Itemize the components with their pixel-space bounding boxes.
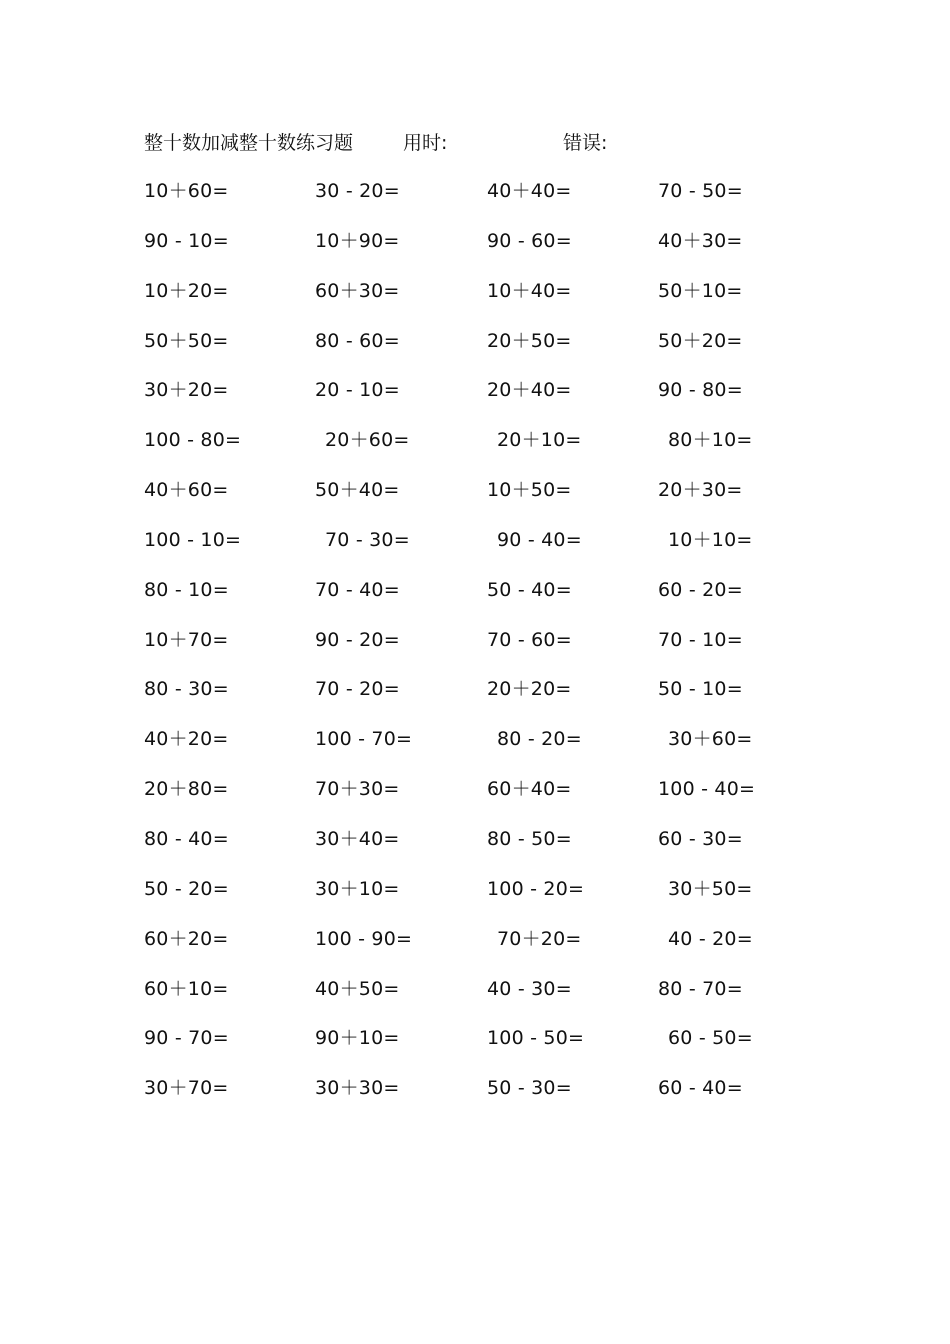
problem-item: 80 - 60=	[315, 329, 400, 352]
problem-item: 100 - 50=	[487, 1027, 585, 1050]
error-count-label: 错误:	[563, 132, 608, 154]
problem-item: 50＋20=	[658, 329, 743, 352]
problem-item: 60＋20=	[144, 927, 229, 950]
problem-item: 100 - 70=	[315, 728, 413, 751]
problem-item: 80 - 70=	[658, 977, 743, 1000]
problem-item: 90 - 20=	[315, 628, 400, 651]
problem-item: 60＋30=	[315, 279, 400, 302]
problem-row	[0, 524, 950, 574]
problem-item: 80 - 10=	[144, 578, 229, 601]
problem-item: 40 - 20=	[668, 927, 753, 950]
problem-item: 70 - 10=	[658, 628, 743, 651]
problem-row	[0, 275, 950, 325]
problem-item: 30＋70=	[144, 1077, 229, 1100]
problem-item: 10＋40=	[487, 279, 572, 302]
problem-item: 70＋30=	[315, 778, 400, 801]
problem-item: 40＋40=	[487, 180, 572, 202]
problem-row	[0, 624, 950, 674]
problem-item: 20＋10=	[497, 429, 582, 452]
problem-row	[0, 574, 950, 624]
problem-item: 10＋60=	[144, 180, 229, 202]
problem-item: 20＋20=	[487, 678, 572, 701]
problem-item: 80＋10=	[668, 429, 753, 452]
problem-item: 100 - 80=	[144, 429, 242, 452]
problem-item: 10＋10=	[668, 528, 753, 551]
problem-item: 70＋20=	[497, 927, 582, 950]
problem-item: 50＋40=	[315, 479, 400, 502]
problem-row	[0, 673, 950, 723]
problem-item: 30＋30=	[315, 1077, 400, 1100]
problem-item: 90＋10=	[315, 1027, 400, 1050]
problem-item: 70 - 30=	[325, 528, 410, 551]
problem-item: 20＋30=	[658, 479, 743, 502]
problem-item: 40 - 30=	[487, 977, 572, 1000]
problem-item: 60 - 30=	[658, 827, 743, 850]
problem-item: 50 - 30=	[487, 1077, 572, 1100]
problem-row	[0, 873, 950, 923]
problem-item: 90 - 80=	[658, 379, 743, 402]
problem-item: 40＋30=	[658, 229, 743, 252]
problem-row	[0, 1072, 950, 1122]
problem-item: 30 - 20=	[315, 180, 400, 202]
problem-item: 10＋90=	[315, 229, 400, 252]
problem-item: 60 - 50=	[668, 1027, 753, 1050]
problem-item: 50＋10=	[658, 279, 743, 302]
problem-item: 80 - 30=	[144, 678, 229, 701]
problem-item: 90 - 70=	[144, 1027, 229, 1050]
problem-item: 90 - 10=	[144, 229, 229, 252]
problem-item: 70 - 20=	[315, 678, 400, 701]
problem-item: 80 - 50=	[487, 827, 572, 850]
problem-row	[0, 973, 950, 1023]
problem-item: 60＋40=	[487, 778, 572, 801]
problem-item: 90 - 40=	[497, 528, 582, 551]
problem-item: 60 - 40=	[658, 1077, 743, 1100]
worksheet-title: 整十数加减整十数练习题	[144, 132, 354, 154]
problem-grid	[0, 175, 950, 1122]
problem-item: 10＋70=	[144, 628, 229, 651]
problem-item: 80 - 20=	[497, 728, 582, 751]
problem-item: 50 - 10=	[658, 678, 743, 701]
problem-item: 50＋50=	[144, 329, 229, 352]
problem-item: 30＋20=	[144, 379, 229, 402]
problem-item: 20＋60=	[325, 429, 410, 452]
problem-row	[0, 175, 950, 225]
problem-item: 30＋60=	[668, 728, 753, 751]
problem-row	[0, 1022, 950, 1072]
problem-row	[0, 723, 950, 773]
worksheet-header	[0, 128, 950, 158]
problem-item: 90 - 60=	[487, 229, 572, 252]
problem-item: 10＋20=	[144, 279, 229, 302]
problem-item: 60＋10=	[144, 977, 229, 1000]
problem-item: 30＋40=	[315, 827, 400, 850]
problem-item: 80 - 40=	[144, 827, 229, 850]
problem-item: 20＋80=	[144, 778, 229, 801]
problem-item: 70 - 50=	[658, 180, 743, 202]
time-used-label: 用时:	[403, 132, 448, 154]
problem-row	[0, 823, 950, 873]
problem-item: 60 - 20=	[658, 578, 743, 601]
problem-item: 100 - 20=	[487, 877, 585, 900]
problem-item: 70 - 40=	[315, 578, 400, 601]
problem-item: 20＋50=	[487, 329, 572, 352]
problem-item: 100 - 40=	[658, 778, 756, 801]
problem-row	[0, 773, 950, 823]
problem-item: 40＋50=	[315, 977, 400, 1000]
problem-item: 20＋40=	[487, 379, 572, 402]
problem-row	[0, 225, 950, 275]
problem-item: 10＋50=	[487, 479, 572, 502]
problem-item: 40＋20=	[144, 728, 229, 751]
problem-item: 20 - 10=	[315, 379, 400, 402]
problem-row	[0, 374, 950, 424]
problem-item: 70 - 60=	[487, 628, 572, 651]
problem-row	[0, 325, 950, 375]
problem-row	[0, 424, 950, 474]
problem-item: 50 - 20=	[144, 877, 229, 900]
problem-item: 30＋50=	[668, 877, 753, 900]
problem-item: 40＋60=	[144, 479, 229, 502]
problem-row	[0, 923, 950, 973]
problem-item: 100 - 90=	[315, 927, 413, 950]
problem-row	[0, 474, 950, 524]
problem-item: 30＋10=	[315, 877, 400, 900]
problem-item: 100 - 10=	[144, 528, 242, 551]
problem-item: 50 - 40=	[487, 578, 572, 601]
